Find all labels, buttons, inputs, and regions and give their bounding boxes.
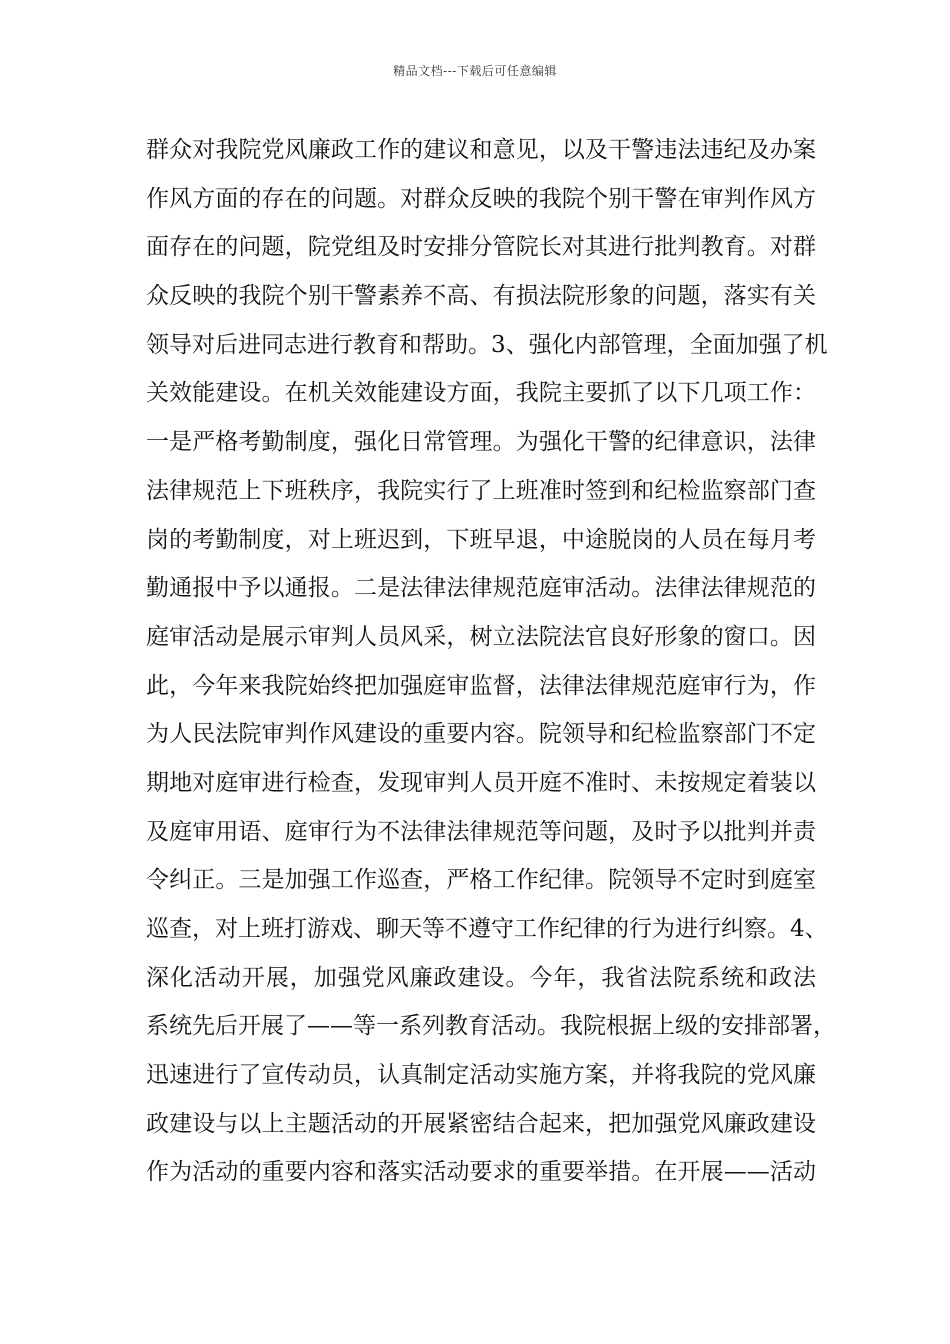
text-line: 面存在的问题，院党组及时安排分管院长对其进行批判教育。对群 bbox=[146, 234, 816, 261]
text-line: 系统先后开展了——等一系列教育活动。我院根据上级的安排部署， bbox=[146, 1013, 836, 1040]
text-line: 群众对我院党风廉政工作的建议和意见，以及干警违法违纪及办案 bbox=[146, 137, 816, 163]
text-line: 作为活动的重要内容和落实活动要求的重要举措。在开展——活动 bbox=[146, 1159, 816, 1186]
text-line: 令纠正。三是加强工作巡查，严格工作纪律。院领导不定时到庭室 bbox=[146, 867, 816, 894]
text-line: 巡查，对上班打游戏、聊天等不遵守工作纪律的行为进行纠察。4、 bbox=[146, 916, 828, 942]
text-line: 迅速进行了宣传动员，认真制定活动实施方案，并将我院的党风廉 bbox=[146, 1062, 816, 1089]
text-line: 期地对庭审进行检查，发现审判人员开庭不准时、未按规定着装以 bbox=[146, 769, 816, 796]
text-line: 法律规范上下班秩序，我院实行了上班准时签到和纪检监察部门查 bbox=[146, 477, 816, 504]
text-line: 勤通报中予以通报。二是法律法律规范庭审活动。法律法律规范的 bbox=[146, 575, 816, 602]
text-line: 政建设与以上主题活动的开展紧密结合起来，把加强党风廉政建设 bbox=[146, 1110, 816, 1137]
text-line: 众反映的我院个别干警素养不高、有损法院形象的问题，落实有关 bbox=[146, 283, 816, 310]
text-line: 为人民法院审判作风建设的重要内容。院领导和纪检监察部门不定 bbox=[146, 721, 816, 748]
text-line: 一是严格考勤制度，强化日常管理。为强化干警的纪律意识，法律 bbox=[146, 429, 816, 456]
text-line: 庭审活动是展示审判人员风采，树立法院法官良好形象的窗口。因 bbox=[146, 623, 816, 650]
page-header: 精品文档---下载后可任意编辑 bbox=[393, 64, 557, 78]
body-text bbox=[146, 126, 836, 1197]
text-line: 作风方面的存在的问题。对群众反映的我院个别干警在审判作风方 bbox=[146, 185, 816, 212]
text-line: 关效能建设。在机关效能建设方面，我院主要抓了以下几项工作： bbox=[146, 380, 816, 407]
text-line: 领导对后进同志进行教育和帮助。3、强化内部管理，全面加强了机 bbox=[146, 331, 828, 358]
text-line: 此，今年来我院始终把加强庭审监督，法律法律规范庭审行为，作 bbox=[146, 672, 816, 699]
text-line: 岗的考勤制度，对上班迟到，下班早退，中途脱岗的人员在每月考 bbox=[146, 526, 816, 553]
text-line: 及庭审用语、庭审行为不法律法律规范等问题，及时予以批判并责 bbox=[146, 818, 816, 845]
text-line: 深化活动开展，加强党风廉政建设。今年，我省法院系统和政法 bbox=[146, 964, 816, 991]
